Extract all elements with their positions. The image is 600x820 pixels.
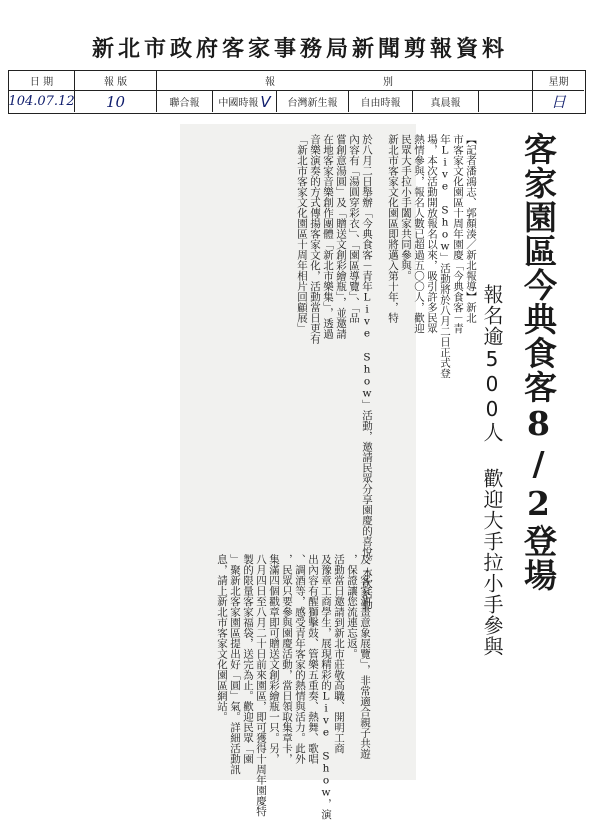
date-value: 104.07.12 bbox=[9, 91, 75, 112]
article-line: 嘗創意湯圓」及「贈送文創彩繪瓶」，並邀請 bbox=[335, 134, 347, 339]
weekday-label: 星期 bbox=[533, 71, 584, 91]
article-line: 民眾大手拉小手闔家共同參與。 bbox=[400, 134, 412, 281]
date-label: 日 期 bbox=[9, 71, 75, 91]
news-clipping bbox=[180, 124, 558, 820]
paper-libertytimes: 自由時報 bbox=[349, 91, 413, 112]
article-line: 【記者潘鴻志、郭顏湊／新北報導】新北 bbox=[465, 134, 477, 323]
edition-value: 10 bbox=[75, 91, 157, 112]
article-line: 活動當日邀請到新北市莊敬高職、開明工商 bbox=[333, 554, 345, 754]
clipping-meta-table bbox=[8, 70, 586, 114]
edition-label: 報 版 bbox=[75, 71, 157, 91]
article-line: 內容有「湯圓穿彩衣」、「園區導覽」、「品 bbox=[348, 134, 360, 323]
article-line: ，民眾只要參與園慶活動，當日領取集章卡， bbox=[281, 554, 293, 764]
blank-cell bbox=[479, 91, 533, 112]
paper-morning: 真晨報 bbox=[413, 91, 479, 112]
article-line: 年Live Show」活動將於八月二日正式登 bbox=[439, 134, 451, 379]
article-headline: 客家園區今典食客8/2登場 bbox=[519, 132, 558, 592]
newspaper-label: 報 bbox=[157, 71, 383, 91]
article-line: 製的限量客家福袋，送完為止。歡迎民眾「園 bbox=[242, 554, 254, 764]
weekday-value: 日 bbox=[550, 93, 566, 111]
article-line: 集滿四個戳章即可贈送文創彩繪瓶一只。另， bbox=[268, 554, 280, 764]
checked-mark: V bbox=[260, 92, 271, 111]
article-line: 場，本次活動開放報名以來，吸引許多民眾 bbox=[426, 134, 438, 334]
article-line: 於八月二日舉辦「今典食客－青年Live Show」活動，邀請民眾分享園慶的喜悅。本次活動 bbox=[361, 134, 373, 610]
article-line: 在地客家音樂創作團體「新北市樂集」，透過 bbox=[322, 134, 334, 339]
article-line: 八月四日至八月二十日前來園區，即可獲得十周年園慶特 bbox=[255, 554, 267, 817]
paper-udn: 聯合報 bbox=[157, 91, 213, 112]
paper-shengsheng: 台灣新生報 bbox=[277, 91, 349, 112]
paper-chinatimes: 中國時報 V bbox=[213, 91, 277, 112]
article-line: 及豫章工商學生，展現精彩的Live Show，演 bbox=[320, 554, 332, 820]
article-line: 熱情參與，報名人數已超過五〇〇人，歡迎 bbox=[413, 134, 425, 334]
article-line: 」聚新北客家園區提出好「圓」氣。詳細活動訊 bbox=[229, 554, 241, 775]
article-line: 音樂演奏的方式傳揚客家文化，活動當日更有 bbox=[309, 134, 321, 344]
newspaper-label-2: 別 bbox=[383, 71, 533, 91]
article-line: ，保證讓您流連忘返。 bbox=[346, 554, 358, 659]
article-line: 「新北市客家文化園區十周年相片回顧展」 bbox=[296, 134, 308, 334]
article-subheadline: 報名逾500人 歡迎大手拉小手參與 bbox=[480, 284, 504, 657]
article-line: 、調酒等，感受青年客家的熱情與活力。此外 bbox=[294, 554, 306, 764]
page-title: 新北市政府客家事務局新聞剪報資料 bbox=[91, 36, 508, 62]
article-line: 及「客家油畫意象展覽」，非常適合親子共遊 bbox=[359, 554, 371, 759]
article-line: 新北市客家文化園區即將邁入第十年，特 bbox=[387, 134, 399, 323]
article-line: 市客家文化園區十周年園慶「今典食客－青 bbox=[452, 134, 464, 334]
article-line: 出內容有醒獅擊鼓、管樂五重奏、熱舞、歌唱 bbox=[307, 554, 319, 764]
article-line: 息，請上新北市客家文化園區網站。 bbox=[216, 554, 228, 722]
